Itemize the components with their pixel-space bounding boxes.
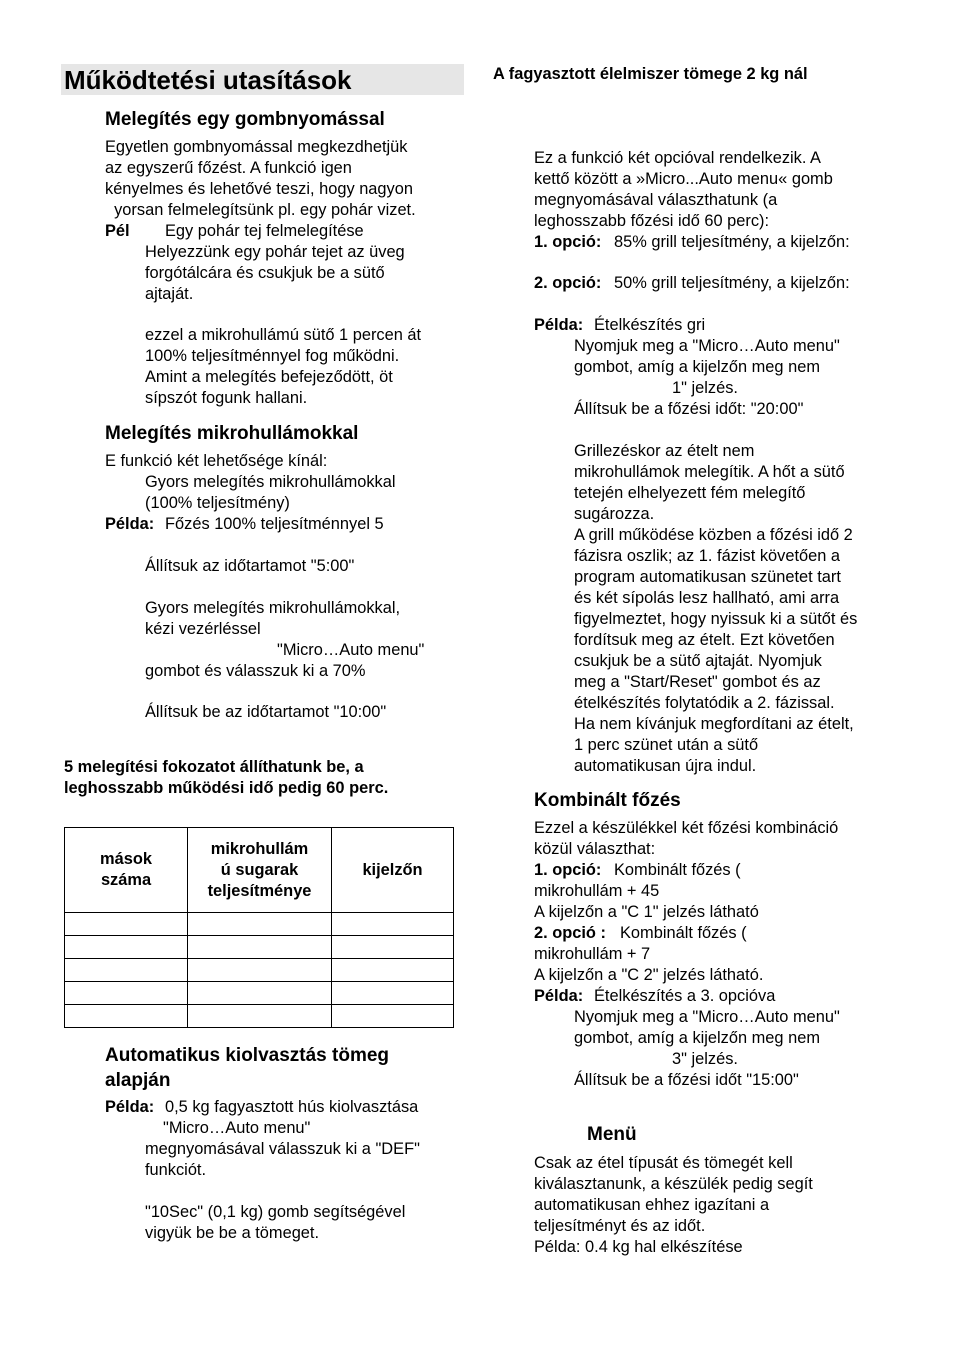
paragraph-line: az egyszerű főzést. A funkció igen [105,159,352,177]
example-line: Amint a melegítés befejeződött, öt [145,368,393,386]
table-header-power [188,828,332,913]
paragraph-line: Ez a funkció két opcióval rendelkezik. A [534,149,821,167]
paragraph-line: kézi vezérléssel [145,620,261,638]
table-row [65,913,454,936]
header-line: teljesítménye [207,881,312,900]
table-row [65,936,454,959]
paragraph-line: mikrohullám + 7 [534,945,651,963]
grill-desc-line: 1 perc szünet után a sütő [574,736,759,754]
power-levels-note: leghosszabb működési idő pedig 60 perc. [64,779,389,797]
example-label: Példa: [105,515,155,533]
grill-desc-line: tetején elhelyezett fém melegítő [574,484,806,502]
paragraph-line: A kijelzőn a "C 1" jelzés látható [534,903,759,921]
example-text: Ételkészítés a 3. opcióva [594,987,776,1005]
section-heading-combined: Kombinált főzés [534,790,681,811]
paragraph-line: kettő között a »Micro...Auto menu« gomb [534,170,833,188]
grill-desc-line: ételkészítés folytatódik a 2. fázissal. [574,694,835,712]
example-label: Példa: [105,1098,155,1116]
paragraph-line: Csak az étel típusát és tömegét kell [534,1154,793,1172]
paragraph-line: teljesítményt és az időt. [534,1217,706,1235]
example-label: Példa: [534,316,584,334]
example-text: Egy pohár tej felmelegítése [165,222,364,240]
header-line: kijelzőn [362,860,423,879]
paragraph-line: Gyors melegítés mikrohullámokkal [145,473,396,491]
paragraph-line: funkciót. [145,1161,207,1179]
paragraph-line: "10Sec" (0,1 kg) gomb segítségével [145,1203,406,1221]
page-title: Működtetési utasítások [61,64,464,95]
grill-desc-line: meg a "Start/Reset" gombot és az [574,673,821,691]
example-label: Pél [105,222,130,240]
example-line: 100% teljesítménnyel fog működni. [145,347,400,365]
paragraph-line: "Micro…Auto menu" [163,1119,311,1137]
paragraph-line: Példa: 0.4 kg hal elkészítése [534,1238,743,1256]
example-line: Nyomjuk meg a "Micro…Auto menu" [574,337,840,355]
paragraph-line: gombot és válasszuk ki a 70% [145,662,366,680]
paragraph-line: kiválasztanunk, a készülék pedig segít [534,1175,813,1193]
grill-desc-line: és két sípolás lesz hallható, ami arra [574,589,840,607]
table-row [65,982,454,1005]
paragraph-line: kényelmes és lehetővé teszi, hogy nagyon [105,180,413,198]
paragraph-line: automatikusan ehhez igazítani a [534,1196,770,1214]
table-header-presses [65,828,188,913]
option-label: 1. opció: [534,233,602,251]
option-label: 2. opció: [534,274,602,292]
paragraph-line: "Micro…Auto menu" [277,641,425,659]
table-row [65,959,454,982]
example-line: Állítsuk be a főzési időt "15:00" [574,1071,799,1089]
grill-desc-line: Ha nem kívánjuk megfordítani az ételt, [574,715,854,733]
paragraph-line: közül választhat: [534,840,656,858]
example-text: Ételkészítés gri [594,316,706,334]
grill-desc-line: fázisra oszlik; az 1. fázist követően a [574,547,841,565]
grill-desc-line: csukjuk be a sütő ajtaját. Nyomjuk [574,652,822,670]
paragraph-line: megnyomásával választhatunk (a [534,191,778,209]
header-line: mikrohullám [210,839,309,858]
paragraph-line: A kijelzőn a "C 2" jelzés látható. [534,966,764,984]
example-line: gombot, amíg a kijelzőn meg nem [574,1029,820,1047]
section-heading-defrost-cont: alapján [105,1070,171,1091]
table-header-display [332,828,454,913]
example-line: sípszót fogunk hallani. [145,389,308,407]
section-heading-one-touch: Melegítés egy gombnyomással [105,109,385,130]
example-line: 3" jelzés. [672,1050,738,1068]
paragraph-line: vigyük be be a tömeget. [145,1224,320,1242]
example-line: ajtaját. [145,285,194,303]
grill-desc-line: figyelmeztet, hogy nyissuk ki a sütőt és [574,610,858,628]
example-line: forgótálcára és csukjuk be a sütő [145,264,385,282]
example-line: Helyezzünk egy pohár tejet az üveg [145,243,405,261]
power-levels-note: 5 melegítési fokozatot állíthatunk be, a [64,758,364,776]
paragraph-line: Állítsuk az időtartamot "5:00" [145,557,355,575]
paragraph-line: yorsan felmelegítsünk pl. egy pohár vizet. [105,201,416,219]
header-line: mások [100,850,152,868]
example-line: Állítsuk be a főzési időt: "20:00" [574,400,804,418]
option-text: Kombinált főzés ( [614,861,741,879]
paragraph-line: Ezzel a készülékkel két főzési kombináció [534,819,839,837]
paragraph-line: megnyomásával válasszuk ki a "DEF" [145,1140,420,1158]
paragraph-line: (100% teljesítmény) [145,494,290,512]
example-line: gombot, amíg a kijelzőn meg nem [574,358,820,376]
example-line: 1" jelzés. [672,379,738,397]
option-text: 85% grill teljesítmény, a kijelzőn: [614,233,850,251]
grill-desc-line: sugározza. [574,505,655,523]
paragraph-line: Egyetlen gombnyomással megkezdhetjük [105,138,408,156]
example-text: Főzés 100% teljesítménnyel 5 [165,515,384,533]
table-row [65,1005,454,1028]
paragraph-line: mikrohullám + 45 [534,882,660,900]
header-line: ú sugarak [220,860,299,879]
example-line: Nyomjuk meg a "Micro…Auto menu" [574,1008,840,1026]
option-label: 1. opció: [534,861,602,879]
example-line: ezzel a mikrohullámú sütő 1 percen át [145,326,422,344]
grill-desc-line: automatikusan újra indul. [574,757,757,775]
option-label: 2. opció : [534,924,606,942]
example-text: 0,5 kg fagyasztott hús kiolvasztása [165,1098,419,1116]
option-text: Kombinált főzés ( [620,924,747,942]
grill-desc-line: A grill működése közben a főzési idő 2 [574,526,853,544]
option-text: 50% grill teljesítmény, a kijelzőn: [614,274,850,292]
paragraph-line: E funkció két lehetősége kínál: [105,452,328,470]
paragraph-line: Gyors melegítés mikrohullámokkal, [145,599,401,617]
paragraph-line: leghosszabb főzési idő 60 perc): [534,212,770,230]
section-heading-menu: Menü [587,1124,637,1145]
grill-desc-line: fordítsuk meg az ételt. Ezt követően [574,631,835,649]
frozen-weight-note: A fagyasztott élelmiszer tömege 2 kg nál [493,65,808,83]
power-level-table [64,827,454,1028]
grill-desc-line: mikrohullámok melegítik. A hőt a sütő [574,463,845,481]
section-heading-microwave: Melegítés mikrohullámokkal [105,423,359,444]
section-heading-defrost: Automatikus kiolvasztás tömeg [105,1045,390,1066]
header-line: száma [100,871,152,889]
grill-desc-line: program automatikusan szünetet tart [574,568,841,586]
paragraph-line: Állítsuk be az időtartamot "10:00" [145,703,387,721]
grill-desc-line: Grillezéskor az ételt nem [574,442,755,460]
example-label: Példa: [534,987,584,1005]
